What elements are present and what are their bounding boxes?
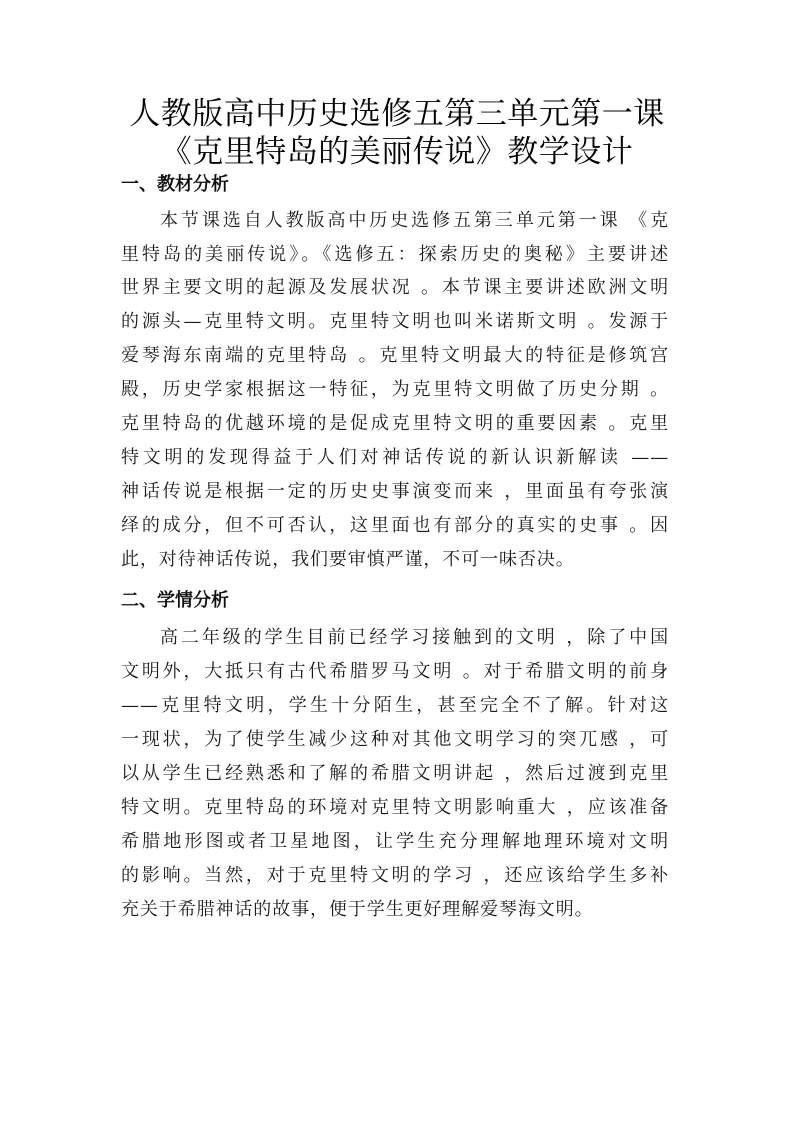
paragraph-line: 充关于希腊神话的故事，便于学生更好理解爱琴海文明。 [121,899,594,920]
paragraph-line: 此，对待神话传说，我们要审慎严谨，不可一味否决。 [121,549,575,570]
paragraph-line: 希腊地形图或者卫星地图，让学生充分理解地理环境对文明 [121,831,669,852]
paragraph-line: 一现状，为了使学生减少这种对其他文明学习的突兀感 ，可 [121,729,669,750]
paragraph-line: 神话传说是根据一定的历史史事演变而来 ，里面虽有夸张演 [121,481,669,502]
paragraph-line: 世界主要文明的起源及发展状况 。本节课主要讲述欧洲文明 [121,277,669,298]
paragraph-line: ——克里特文明，学生十分陌生，甚至完全不了解。针对这 [121,695,669,716]
paragraph-line: 高二年级的学生目前已经学习接触到的文明 ，除了中国 [160,627,669,648]
document-title-line-1: 人教版高中历史选修五第三单元第一课 [129,96,665,132]
paragraph-line: 文明外，大抵只有古代希腊罗马文明 。对于希腊文明的前身 [121,661,669,682]
paragraph-line: 殿，历史学家根据这一特征，为克里特文明做了历史分期 。 [121,379,669,400]
paragraph-line: 以从学生已经熟悉和了解的希腊文明讲起 ，然后过渡到克里 [121,763,669,784]
paragraph-line: 克里特岛的优越环境的是促成克里特文明的重要因素 。克里 [121,413,669,434]
paragraph-line: 本节课选自人教版高中历史选修五第三单元第一课 《克 [160,210,669,231]
paragraph-line: 的影响。当然，对于克里特文明的学习 ，还应该给学生多补 [121,865,669,886]
paragraph-line: 里特岛的美丽传说》。《选修五：探索历史的奥秘》主要讲述 [121,244,669,265]
paragraph-line: 绎的成分，但不可否认，这里面也有部分的真实的史事 。因 [121,515,669,536]
document-title-line-2: 《克里特岛的美丽传说》教学设计 [160,134,634,170]
paragraph-line: 特文明。克里特岛的环境对克里特文明影响重大 ，应该准备 [121,797,669,818]
paragraph-line: 的源头—克里特文明。克里特文明也叫米诺斯文明 。发源于 [121,311,669,332]
section-heading-textbook-analysis: 一、教材分析 [121,174,229,195]
paragraph-line: 爱琴海东南端的克里特岛 。克里特文明最大的特征是修筑宫 [121,345,669,366]
paragraph-line: 特文明的发现得益于人们对神话传说的新认识新解读 —— [121,447,669,468]
section-heading-student-analysis: 二、学情分析 [121,590,229,611]
